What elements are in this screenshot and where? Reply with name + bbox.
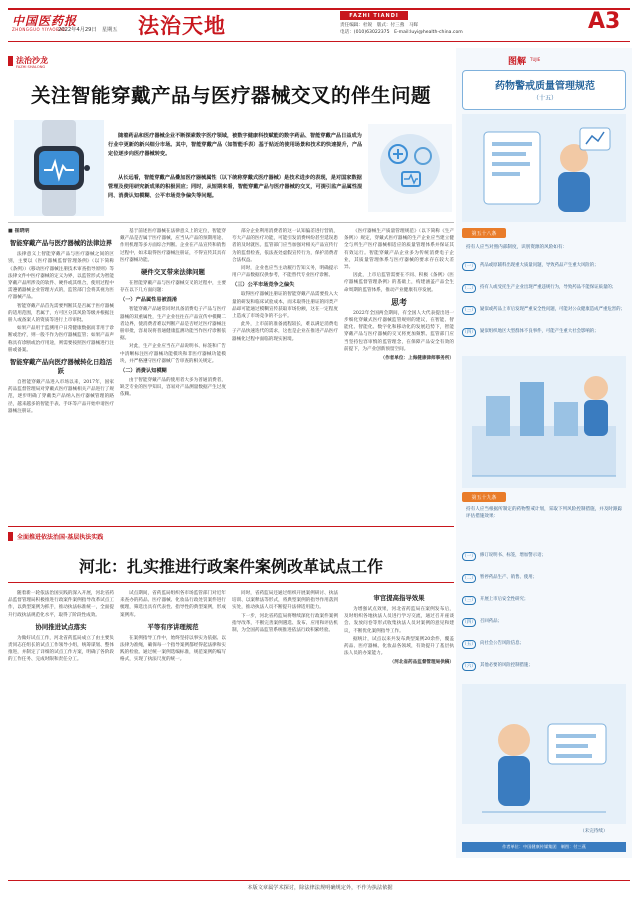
- kicker-badge: [8, 54, 78, 72]
- paragraph: 为增强试点效果，河北省药监局在案例发布后，及时组织各地执法人员进行学习交流，通过召开座谈会、发放问卷等形式收集执法人员对案例的意见和建议，不断优化案例指导工作。: [344, 607, 454, 634]
- sidebar-continued: （未完待续）: [580, 829, 608, 834]
- kicker-label: 法治沙龙: [16, 56, 48, 65]
- list-item: [462, 614, 630, 630]
- chapter-label: 第五十八条: [471, 230, 497, 237]
- list-item: [462, 302, 630, 318]
- item-number: （四）: [462, 328, 476, 337]
- item-text: 修订说明书、标签，增加警示语；: [480, 553, 546, 558]
- illustration-watch: [14, 120, 104, 216]
- banner-text: 全面推进依法治国·基层执法实践: [17, 533, 104, 541]
- subhead-hardware-issues: 硬件交叉带来法律问题: [141, 268, 205, 277]
- bottom-column-3: [232, 590, 338, 862]
- brand-pinyin: ZHONGGUO YIYAOBAO: [12, 27, 67, 32]
- chapter-tag-58: [462, 228, 506, 238]
- sidebar-title: 药物警戒质量管理规范: [495, 81, 595, 92]
- paragraph: 在智能穿戴产品与医疗器械交叉的过程中，主要存在以下几方面问题：: [120, 281, 226, 294]
- list-item: [462, 324, 630, 340]
- subhead-fair-competition: （三）公平市场竞争之偏失: [232, 282, 295, 289]
- list-item: [462, 592, 630, 608]
- paragraph: 2022年全国两会期间，有全国人大代表提出进一步细化穿戴式医疗器械监管规则的建议，在智能、智能化、智能化、数字化和移动化的发展趋势下，智能穿戴产品与医疗器械的交叉将更加频繁。监管部门应当坚持包容审慎的监管理念，在保障产品安全有效的前提下，为产业创新预留空间。: [344, 310, 454, 352]
- author-unit: （河北省药品监督管理局供稿）: [389, 660, 454, 666]
- subhead-attribute-confusion: （一）产品属性易被混淆: [120, 297, 178, 304]
- author-unit: （作者单位：上海健康律师事务所）: [380, 356, 454, 362]
- paragraph: 为做好试点工作，河北省药监局成立了由主要负责同志任组长的试点工作领导小组，统筹谋划、整体推进，并制定了详细的试点工作方案，明确了各阶段的工作任务、完成时限和责任分工。: [8, 635, 114, 663]
- subhead-coordination: 协同推进试点落实: [35, 622, 87, 631]
- bottom-column-1: [8, 590, 114, 862]
- subhead-consumer-cognition: （二）消费认知模糊: [120, 368, 167, 375]
- page-code: FAZHI TIANDI: [349, 12, 399, 19]
- item-number: （二）: [462, 284, 476, 293]
- paragraph: 同时，企业也应当主动履行告知义务，明确提示用户产品数据仅供参考，不能替代专业医疗诊断。: [232, 266, 338, 279]
- top-article: [8, 44, 454, 524]
- masthead: [0, 0, 640, 44]
- subhead-conversion-trend: 智能穿戴产品向医疗器械转化日趋活跃: [9, 358, 113, 376]
- list-item: [462, 280, 630, 296]
- issue-date: 2022年4月29日 星期五: [58, 27, 118, 33]
- item-text: 其他必要的风险控制措施；: [480, 663, 533, 668]
- paragraph: 同时，省药监局还通过组织开展案例研讨、执法培训、以案释法等形式，将典型案例的指导作用落到实处，推动执法人员不断提升法律适用能力。: [232, 591, 338, 611]
- byline: ■ 崔晓明: [8, 228, 30, 234]
- subhead-legal-boundary: 智能穿戴产品与医疗器械的法律边界: [9, 239, 113, 248]
- list-item: [462, 570, 630, 586]
- paragraph: 自智能穿戴产品进入市场以来，2017年，国家药品监督管理局对穿戴式医疗器械相关产品进行了规范，逐步明确了穿戴类产品纳入医疗器械管理的路径，越来越多的智能手表、手环等产品开始申请医疗器械注册证。: [8, 380, 114, 414]
- subhead-orderly: 平等有序讲理规范: [147, 622, 199, 631]
- page-code-box: [340, 11, 408, 20]
- subhead-effect: 审官提高指导效果: [373, 594, 425, 602]
- intro-text-2: 持有人应当根据所制定的药物警戒计划，采取下列风险控制措施，并及时跟踪评估措施效果：: [466, 507, 623, 519]
- paragraph: 此外，上市前的准备流程较长，难以满足消费电子产品快速迭代的需求，这也是企业在推进产品医疗器械化过程中面临的现实困境。: [232, 322, 338, 342]
- list-item: [462, 258, 630, 274]
- bottom-column-2: [120, 590, 226, 862]
- footer-note: 本版文章属学术探讨，除法律法规明确规定外，不作为执法依据: [247, 885, 393, 891]
- item-text: 暂停药品生产、销售、使用；: [480, 575, 538, 580]
- paragraph: 对此，生产企业应当在产品说明书、标签和广告中清晰标注医疗器械功能模块和非医疗器械功能模块，并严格遵守医疗器械广告审查的相关规定。: [120, 344, 226, 364]
- paragraph: 试点期间，省药监局组织各市场监管部门对近年来查办的药品、医疗器械、化妆品行政处罚案件进行梳理，筛选出具有代表性、指导性的典型案例，形成案例库。: [120, 591, 226, 618]
- sidebar-source: [462, 842, 626, 852]
- list-item: [462, 636, 630, 652]
- list-item: [462, 548, 630, 564]
- intro-text-1: 持有人应当对照内部制度，识别资源的风险如有：: [466, 245, 568, 250]
- sidebar-title-box: [462, 70, 626, 110]
- item-number: （一）: [462, 262, 476, 271]
- item-number: （三）: [462, 596, 476, 605]
- paragraph: 取得医疗器械注册证的智能穿戴产品需要投入大量的研发和临床试验成本，而未取得注册证的同类产品却可能通过模糊宣传获取市场份额，这在一定程度上造成了市场竞争的不公平。: [232, 292, 338, 320]
- paragraph: 因此，上市后监管需要在不同、积极《条例》《医疗器械监督管理条例》的基础上，构建涵盖产品全生命周期的监管体系，推动产业健康有序发展。: [344, 273, 454, 293]
- lead-bottom-rule: [8, 222, 454, 223]
- paragraph: 智能穿戴产品首先需要判断其是否属于医疗器械的适用范围，若属于，方可区分其风险等级并根据注册人或备案人的资质等进行上市审批。: [8, 303, 114, 324]
- lead-paragraph-2: 从长远看，智能穿戴产品叠加医疗器械属性（以下统称穿戴式医疗器械）是技术进步的表现，是对国家数据管理及使用研究新成果的积极回应；同时，从短期来看，智能穿戴产品与医疗器械的交叉，可提引监产品属性混同、消费认知模糊、公平市场竞争偏失等问题。: [108, 175, 363, 199]
- paragraph: 在案例指导工作中，始终坚持以事实为依据、以法律为准绳，确保每一个指导案例都经得起法律和实践的检验。通过统一案例选编标准，规范案例的编写格式，实现了执法尺度的统一。: [120, 635, 226, 663]
- paragraph: 由于智能穿戴产品的使用者大多为普通消费者，缺乏专业的医学知识，容易对产品测量数据产生过度依赖。: [120, 378, 226, 398]
- brand-logo: 中国医药报: [12, 14, 78, 28]
- page-number: A3: [588, 9, 621, 34]
- sidebar-label: 图解: [508, 57, 527, 67]
- article-column-4: [344, 228, 454, 520]
- editor-line: 责任编辑：杜锐 版式：付三燕 马晖: [340, 23, 419, 28]
- item-text: 疑似或药品上市后发现严重安全性问题，可能对公众健康造成严重危害的；: [480, 307, 625, 312]
- article-column-1: [8, 228, 114, 520]
- illustration-health-icons: [368, 124, 452, 212]
- item-number: （三）: [462, 306, 476, 315]
- paragraph: 智能穿戴产品通常同时具备消费电子产品与医疗器械的双重属性，生产企业往往在产品宣传中模糊二者边界，使消费者难以判断产品是否经过医疗器械注册审批，容易误将普通健康监测功能当作医疗诊断依据。: [120, 307, 226, 342]
- masthead-bottom-rule: [8, 41, 630, 42]
- paragraph: 下一步，河北省药监局将继续深化行政案件案例指导改革，不断完善案例遴选、发布、应用和评估机制，为全国药品监管系统推进依法行政积累经验。: [232, 613, 338, 634]
- headline: 关注智能穿戴产品与医疗器械交叉的伴生问题: [30, 84, 431, 107]
- footer-rule: [8, 880, 630, 881]
- chapter-tag-59: [462, 492, 506, 502]
- bottom-column-4: [344, 590, 454, 862]
- item-number: （二）: [462, 574, 476, 583]
- item-text: 召回药品；: [480, 619, 502, 624]
- item-number: （一）: [462, 552, 476, 561]
- list-item: [462, 658, 630, 674]
- banner-rule: [8, 526, 454, 527]
- item-text: 疑似组织地区大型群体不良事件，可能产生重大社会影响的；: [480, 329, 599, 334]
- bottom-headline: 河北：扎实推进行政案件案例改革试点工作: [78, 557, 383, 576]
- item-number: （四）: [462, 618, 476, 627]
- item-text: 向社会公告风险信息；: [480, 641, 524, 646]
- section-title: 法治天地: [138, 14, 226, 38]
- article-column-3: [232, 228, 338, 520]
- article-column-2: [120, 228, 226, 520]
- sidebar-label-en: TUJIE: [530, 57, 541, 62]
- item-text: 持有人或受托生产企业出现严重违规行为，导致药品不能保证质量的；: [480, 285, 617, 290]
- masthead-top-rule: [8, 8, 630, 10]
- chapter-label: 第五十九条: [471, 494, 497, 501]
- paragraph: 如果产品用于监测用户日常健康数据而非用于诊断或治疗，则一般不作为医疗器械监管；如果产品声称具有诊断或治疗用途，则需要按照医疗器械进行注册或备案。: [8, 326, 114, 353]
- lead-paragraph-1: 随着药品和医疗器械企业不断探索数字医疗领域，被数字健康科技赋能的数字药品、智能穿戴产品日益成为行业中更新的新兴细分市场。其中，智能穿戴产品（如智能手表）基于贴近的使用场景和技术的快速提升，产品定位逐步向医疗器械转变。: [108, 133, 363, 157]
- sidebar-illustration-2: [462, 356, 626, 488]
- paragraph: 基于前述医疗器械在法律意义上的定位，智能穿戴产品是否属于医疗器械，应当从产品的预期用途、作用机理等多方面综合判断。企业在产品宣传和销售过程中，如未取得医疗器械注册证，不得宣传其具有医疗器械功能。: [120, 229, 226, 263]
- item-text: 开展上市后安全性研究；: [480, 597, 529, 602]
- sidebar-source-text: 作者单位：中国健康传媒集团 制图：付三燕: [502, 844, 586, 849]
- banner-box: [8, 530, 454, 542]
- item-text: 药品或原辅料出现重大质量问题，导致药品产生重大风险的；: [480, 263, 599, 268]
- banner-mark: [8, 532, 13, 541]
- item-number: （六）: [462, 662, 476, 671]
- subhead-thinking: 思考: [391, 297, 407, 307]
- paragraph: 《医疗器械生产质量管理规范》（以下简称《生产条例》）规定，穿戴式医疗器械的生产企业应当建立健全与所生产医疗器械相适应的质量管理体系并保证其有效运行。智能穿戴产品企业多为传统消费电子企业，其质量管理体系与医疗器械的要求存在较大差异。: [344, 229, 454, 271]
- paragraph: 部分企业利用消费者的这一认知偏差进行营销，夸大产品的医疗功能，可能引发消费纠纷甚至延误患者的及时就医。监管部门应当加强对相关产品宣传行为的监督检查，依法查处虚假宣传行为，保护消费者合法权益。: [232, 229, 338, 263]
- sidebar-subtitle: （十五）: [532, 95, 557, 102]
- bottom-headline-rule: [8, 582, 454, 583]
- kicker-marker: [8, 56, 13, 66]
- paragraph: 据统计，试点以来共发布典型案例20余件，覆盖药品、医疗器械、化妆品各领域，有效提升了基层执法人员的办案能力。: [344, 636, 454, 657]
- contact-line: 电话：(010)63022375 E-mail:luyi@health-china.com: [340, 30, 463, 35]
- bottom-article: [8, 526, 454, 866]
- sidebar-illustration-3: [462, 684, 626, 824]
- sidebar-illustration: [462, 114, 626, 222]
- kicker-label-en: FAZHI SHALONG: [16, 65, 46, 69]
- item-number: （五）: [462, 640, 476, 649]
- paragraph: 随着新一轮依法治国实践的深入开展，河北省药品监督管理局积极推进行政案件案例指导改革试点工作，以典型案例为抓手，推动执法标准统一，全面提升行政执法规范化水平，取得了阶段性成效。: [8, 591, 114, 618]
- paragraph: 法律意义上智能穿戴产品与医疗器械之间的区别，主要以《医疗器械监督管理条例》（以下简称《条例》）《移动医疗器械注册技术审查指导原则》等法律文件中医疗器械的定义为界，以监管形式为智能穿戴产品所涉及的软件、硬件或其组合，使用过程中需遵循器械企业管理方式的，监管部门会将其视为医疗器械产品。: [8, 252, 114, 301]
